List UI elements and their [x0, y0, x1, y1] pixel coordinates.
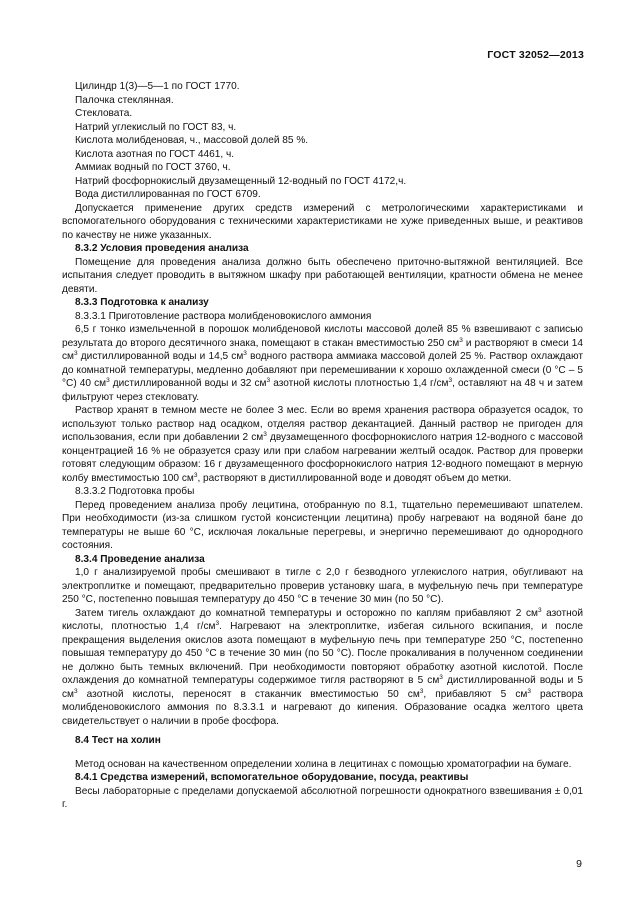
conditions-paragraph: Помещение для проведения анализа должно быть обеспечено приточно-вытяжной вентиляцией. Все испытания следует проводить в вытяжном шкафу при работающей вентиляции, кратности обмена не менее девяти. [62, 256, 583, 295]
equipment-item: Аммиак водный по ГОСТ 3760, ч. [75, 162, 231, 173]
alternative-paragraph: Допускается применение других средств измерений с метрологическими характеристиками и вспомогательного оборудования с техническими характеристиками не хуже приведенных выше, и реактивов по качеству не ниже указанных. [62, 202, 583, 241]
reagent-preparation-paragraph: 6,5 г тонко измельченной в порошок молибденовой кислоты массовой долей 85 % взвешивают с записью результата до второго десятичного знака, помещают в стакан вместимостью 250 $см^3$ и растворяют в смеси 14 $см^3$ дистиллированной воды и 14,5 $см^3$ водного раствора аммиака массовой долей 25 %. Раствор охлаждают до комнатной температуры, медленно добавляют при перемешивании к хорошо охлажденной смеси (0 °С – 5 °С) 40 $см^3$ дистиллированной воды и 32 $см^3$ азотной кислоты плотностью 1,4 $г/см^3$, оставляют на 48 ч и затем фильтруют через стекловату. [62, 324, 583, 403]
equipment-item: Кислота азотная по ГОСТ 4461, ч. [75, 148, 235, 160]
section-heading-8-4-1: 8.4.1 Средства измерений, вспомогательное оборудование, посуда, реактивы [75, 772, 469, 783]
section-heading-8-3-3: 8.3.3 Подготовка к анализу [75, 297, 209, 308]
subsection-heading-8-3-3-2: 8.3.3.2 Подготовка пробы [75, 486, 195, 497]
equipment-item: Цилиндр 1(3)—5—1 по ГОСТ 1770. [75, 81, 240, 92]
equipment-item: Кислота молибденовая, ч., массовой долей 85 %. [75, 135, 309, 146]
equipment-item: Натрий фосфорнокислый двузамещенный 12-водный по ГОСТ 4172,ч. [75, 175, 407, 187]
equipment-item: Палочка стеклянная. [75, 94, 174, 106]
page-number: 9 [576, 858, 582, 870]
standard-header: ГОСТ 32052—2013 [487, 49, 584, 61]
document-body [62, 80, 583, 812]
equipment-item: Вода дистиллированная по ГОСТ 6709. [75, 189, 261, 200]
analysis-paragraph-1: 1,0 г анализируемой пробы смешивают в тигле с 2,0 г безводного углекислого натрия, обугливают на электроплитке и помещают, предварительно проверив установку шага, в муфельную печь при температуре 250 °С, постепенно повышая температуру до 450 °С в течение 30 мин (по 50 °С). [62, 567, 583, 605]
section-heading-8-3-2: 8.3.2 Условия проведения анализа [75, 243, 249, 254]
section-heading-8-3-4: 8.3.4 Проведение анализа [75, 553, 205, 565]
subsection-heading-8-3-3-1: 8.3.3.1 Приготовление раствора молибденовокислого аммония [75, 310, 372, 322]
section-heading-8-4: 8.4 Тест на холин [75, 735, 161, 746]
equipment-item: Натрий углекислый по ГОСТ 83, ч. [75, 121, 237, 133]
analysis-paragraph-2: Затем тигель охлаждают до комнатной температуры и осторожно по каплям прибавляют 2 $см^3$ азотной кислоты, плотностью 1,4 $г/см^3$. Нагревают на электроплитке, избегая сильного вскипания, и после прекращения выделения окислов азота помещают в муфельную печь при температуре 250 °С, постепенно повышая температуру до 450 °С в течение 30 мин (по 50 °С). После прокаливания в полученном соединении не должно быть темных включений. При необходимости повторяют обработку азотной кислотой. После охлаждения до комнатной температуры содержимое тигля растворяют в 5 $см^3$ дистиллированной воды и 5 $см^3$ азотной кислоты, переносят в стаканчик вместимостью 50 $см^3$, прибавляют 5 $см^3$ раствора молибденовокислого аммония по 8.3.3.1 и нагревают до кипения. Образование осадка желтого цвета свидетельствует о наличии в пробе фосфора. [62, 606, 584, 727]
choline-test-paragraph: Метод основан на качественном определении холина в лецитинах с помощью хроматографии на бумаге. [75, 758, 572, 770]
storage-paragraph: Раствор хранят в темном месте не более 3 мес. Если во время хранения раствора образуется осадок, то используют только раствор над осадком, отделяя раствор декантацией. Данный раствор не пригоден для использования, если при добавлении 2 $см^3$ двузамещенного фосфорнокислого натрия 12-водного с массовой концентрацией 16 % не образуется сразу или при слабом нагревании желтый осадок. Раствор для проверки готовят следующим образом: 16 г двузамещенного фосфорнокислого натрия 12-водного помещают в мерную колбу вместимостью 100 $см^3$, растворяют в дистиллированной воде и доводят объем до метки. [62, 405, 583, 484]
sample-preparation-paragraph: Перед проведением анализа пробу лецитина, отобранную по 8.1, тщательно перемешивают шпателем. При необходимости (из-за слишком густой консистенции лецитина) пробу нагревают на водяной бане до температуры не выше 60 °С, исключая локальные перегревы, и энергично перемешивают до однородного состояния. [62, 499, 583, 551]
scales-paragraph: Весы лабораторные с пределами допускаемой абсолютной погрешности однократного взвешивания ± 0,01 г. [62, 785, 583, 810]
equipment-item: Стекловата. [75, 108, 133, 119]
